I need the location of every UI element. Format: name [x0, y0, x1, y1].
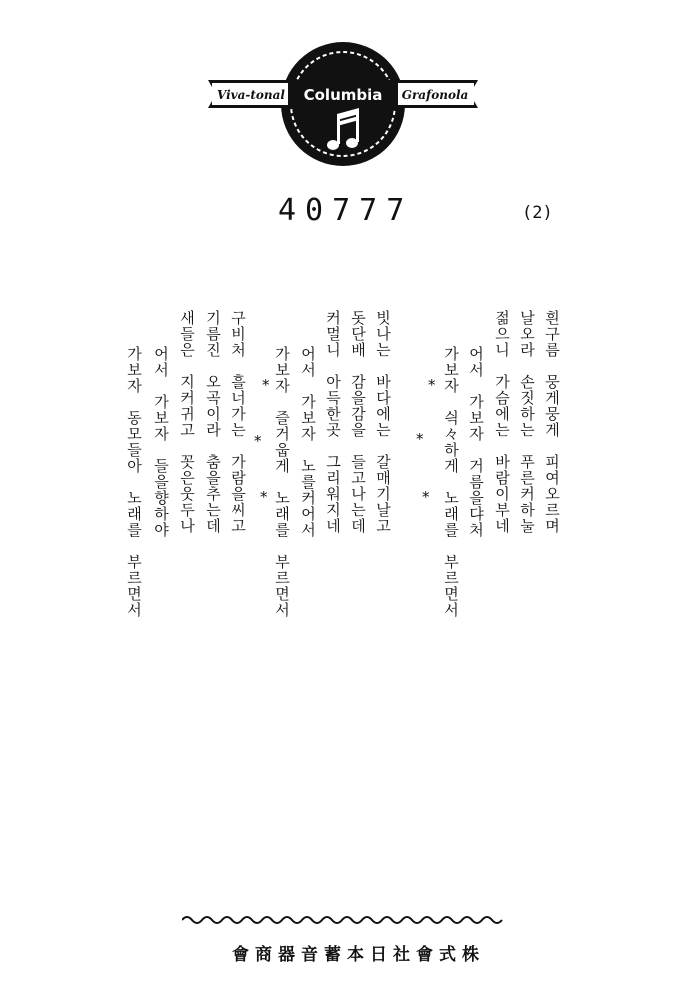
lyric-phrase: 손짓하는	[518, 374, 536, 438]
lyric-line	[542, 310, 562, 534]
lyric-phrase: 부르면서	[125, 554, 143, 618]
lyric-phrase: 노래를	[442, 490, 460, 538]
lyric-line	[441, 346, 461, 618]
separator-star: *	[416, 430, 424, 448]
lyric-phrase: 커멀니	[324, 310, 342, 358]
separator-star: *	[254, 432, 262, 450]
phrase-gap	[442, 394, 460, 410]
phrase-gap	[442, 538, 460, 554]
lyric-phrase: 노래를	[125, 490, 143, 538]
lyric-phrase: 뭉게뭉게	[543, 374, 561, 438]
phrase-gap	[152, 442, 170, 458]
separator-star: *	[262, 376, 270, 394]
logo-left-text: Viva-tonal	[217, 88, 285, 102]
lyric-phrase: 부르면서	[273, 554, 291, 618]
side-number: (2)	[522, 203, 553, 223]
phrase-gap	[299, 378, 317, 394]
phrase-gap	[493, 358, 511, 374]
lyric-phrase: 가보자	[273, 346, 291, 394]
phrase-gap	[543, 358, 561, 374]
separator-star: *	[422, 488, 430, 506]
lyric-line	[228, 310, 248, 534]
phrase-gap	[543, 438, 561, 454]
lyric-phrase: 지커귀고	[178, 374, 196, 438]
phrase-gap	[273, 474, 291, 490]
lyric-line	[124, 346, 144, 618]
columbia-logo	[204, 40, 482, 168]
lyric-phrase: 들고나는데	[349, 454, 367, 534]
phrase-gap	[204, 438, 222, 454]
phrase-gap	[273, 394, 291, 410]
lyric-line	[177, 310, 197, 534]
lyric-phrase: 가보자	[152, 394, 170, 442]
phrase-gap	[467, 442, 485, 458]
lyric-phrase: 어서	[467, 346, 485, 378]
lyric-phrase: 돗단배	[349, 310, 367, 358]
lyric-phrase: 들을향하야	[152, 458, 170, 538]
phrase-gap	[442, 474, 460, 490]
logo-center-text: Columbia	[303, 86, 383, 104]
record-number: 40777	[278, 193, 414, 228]
lyric-phrase: 빗나는	[374, 310, 392, 358]
lyric-phrase: 꼿은웃두나	[178, 454, 196, 534]
lyric-phrase: 부르면서	[442, 554, 460, 618]
lyric-phrase: 춤을추는데	[204, 454, 222, 534]
lyric-phrase: 가보자	[442, 346, 460, 394]
lyric-line	[517, 310, 537, 534]
lyric-phrase: 기름진	[204, 310, 222, 358]
logo-right-text: Grafonola	[401, 88, 469, 102]
lyric-phrase: 노를커어서	[299, 458, 317, 538]
phrase-gap	[349, 438, 367, 454]
lyric-phrase: 바람이부네	[493, 454, 511, 534]
phrase-gap	[299, 442, 317, 458]
lyric-phrase: 푸른커하눌	[518, 454, 536, 534]
phrase-gap	[324, 438, 342, 454]
lyric-line	[298, 346, 318, 538]
lyric-line	[203, 310, 223, 534]
phrase-gap	[349, 358, 367, 374]
phrase-gap	[493, 438, 511, 454]
footer-wave-divider	[182, 912, 504, 926]
lyric-phrase: 가슴에는	[493, 374, 511, 438]
lyric-phrase: 흰구름	[543, 310, 561, 358]
lyric-phrase: 동모들아	[125, 410, 143, 474]
phrase-gap	[518, 358, 536, 374]
lyric-phrase: 구비처	[229, 310, 247, 358]
lyric-phrase: 가람을씨고	[229, 454, 247, 534]
lyric-phrase: 아득한곳	[324, 374, 342, 438]
phrase-gap	[125, 538, 143, 554]
lyric-phrase: 새들은	[178, 310, 196, 358]
lyric-phrase: 어서	[152, 346, 170, 378]
phrase-gap	[178, 438, 196, 454]
lyric-phrase: 젊으니	[493, 310, 511, 358]
lyric-phrase: 어서	[299, 346, 317, 378]
lyric-phrase: 그리워지네	[324, 454, 342, 534]
lyric-phrase: 즐거웁게	[273, 410, 291, 474]
lyric-line	[466, 346, 486, 538]
lyric-line	[373, 310, 393, 534]
phrase-gap	[229, 438, 247, 454]
lyric-phrase: 피여오르며	[543, 454, 561, 534]
phrase-gap	[518, 438, 536, 454]
separator-star: *	[260, 488, 268, 506]
lyric-phrase: 노래를	[273, 490, 291, 538]
lyric-line	[348, 310, 368, 534]
lyric-phrase: 가보자	[299, 394, 317, 442]
phrase-gap	[152, 378, 170, 394]
lyric-phrase: 바다에는	[374, 374, 392, 438]
lyric-phrase: 감을감을	[349, 374, 367, 438]
lyric-phrase: 거름을댜처	[467, 458, 485, 538]
lyric-phrase: 싁々하게	[442, 410, 460, 474]
phrase-gap	[374, 358, 392, 374]
phrase-gap	[125, 474, 143, 490]
phrase-gap	[374, 438, 392, 454]
lyric-phrase: 가보자	[467, 394, 485, 442]
phrase-gap	[125, 394, 143, 410]
lyric-line	[272, 346, 292, 618]
separator-star: *	[428, 376, 436, 394]
phrase-gap	[324, 358, 342, 374]
lyric-phrase: 날오라	[518, 310, 536, 358]
phrase-gap	[229, 358, 247, 374]
columbia-note-emblem	[204, 40, 482, 168]
phrase-gap	[467, 378, 485, 394]
lyric-phrase: 흘너가는	[229, 374, 247, 438]
phrase-gap	[178, 358, 196, 374]
lyric-line	[151, 346, 171, 538]
phrase-gap	[273, 538, 291, 554]
phrase-gap	[204, 358, 222, 374]
lyric-phrase: 오곡이라	[204, 374, 222, 438]
lyric-line	[323, 310, 343, 534]
lyric-phrase: 가보자	[125, 346, 143, 394]
lyric-phrase: 갈매기날고	[374, 454, 392, 534]
publisher-name: 會商器音蓄本日社會式株	[232, 945, 485, 965]
lyric-line	[492, 310, 512, 534]
